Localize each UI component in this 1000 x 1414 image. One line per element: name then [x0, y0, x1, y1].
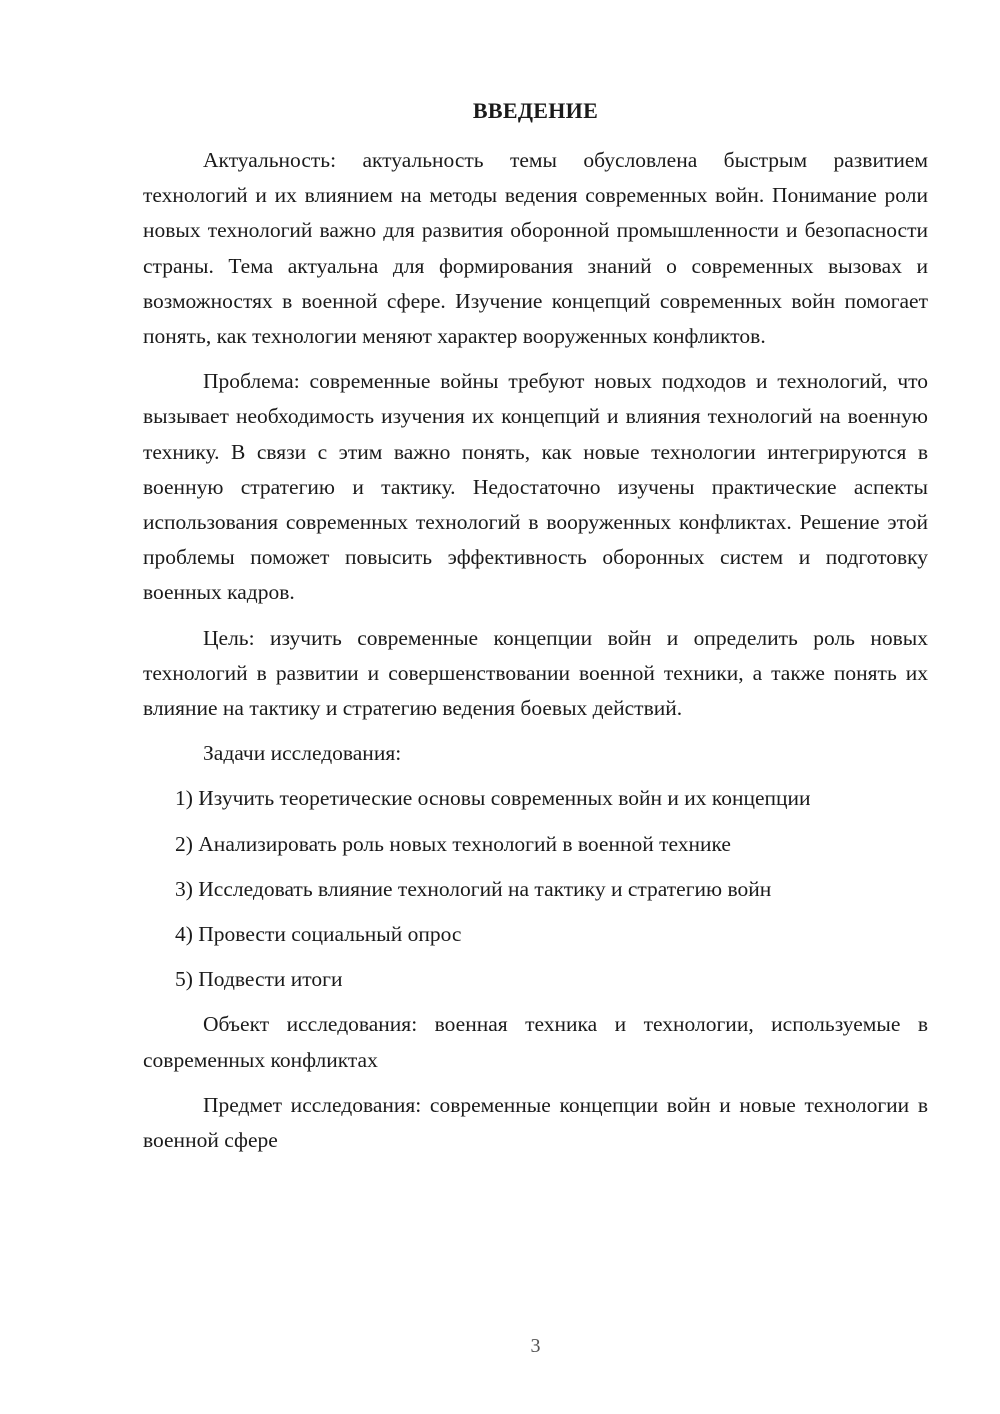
page-number: 3: [530, 1335, 541, 1357]
tasks-heading: Задачи исследования:: [203, 741, 402, 766]
paragraph-relevance: Актуальность: актуальность темы обусловлена быстрым развитием технологий и их влиянием на методы ведения современных войн. Понимание роли новых технологий важно для развития оборонной промышленности и безопасности страны. Тема актуальна для формирования знаний о современных вызовах и возможностях в военной сфере. Изучение концепций современных войн помогает понять, как технологии меняют характер вооруженных конфликтов.: [143, 148, 928, 349]
paragraph-object: Объект исследования: военная техника и технологии, используемые в современных конфликтах: [143, 1012, 928, 1072]
list-item: 4) Провести социальный опрос: [175, 922, 462, 947]
list-item: 3) Исследовать влияние технологий на тактику и стратегию войн: [175, 876, 772, 901]
tasks-list: [143, 781, 928, 997]
document-body: [143, 143, 928, 1168]
list-item: 1) Изучить теоретические основы современных войн и их концепции: [175, 786, 811, 811]
paragraph-problem: Проблема: современные войны требуют новых подходов и технологий, что вызывает необходимость изучения их концепций и влияния технологий на военную технику. В связи с этим важно понять, как новые технологии интегрируются в военную стратегию и тактику. Недостаточно изучены практические аспекты использования современных технологий в вооруженных конфликтах. Решение этой проблемы поможет повысить эффективность оборонных систем и подготовку военных кадров.: [143, 369, 928, 605]
paragraph-subject: Предмет исследования: современные концепции войн и новые технологии в военной сфере: [143, 1092, 928, 1153]
list-item: 2) Анализировать роль новых технологий в военной технике: [175, 831, 731, 856]
paragraph-goal: Цель: изучить современные концепции войн и определить роль новых технологий в развитии и совершенствовании военной техники, а также понять их влияние на тактику и стратегию ведения боевых действий.: [143, 625, 928, 721]
list-item: 5) Подвести итоги: [175, 967, 343, 992]
page-title: ВВЕДЕНИЕ: [472, 98, 599, 123]
